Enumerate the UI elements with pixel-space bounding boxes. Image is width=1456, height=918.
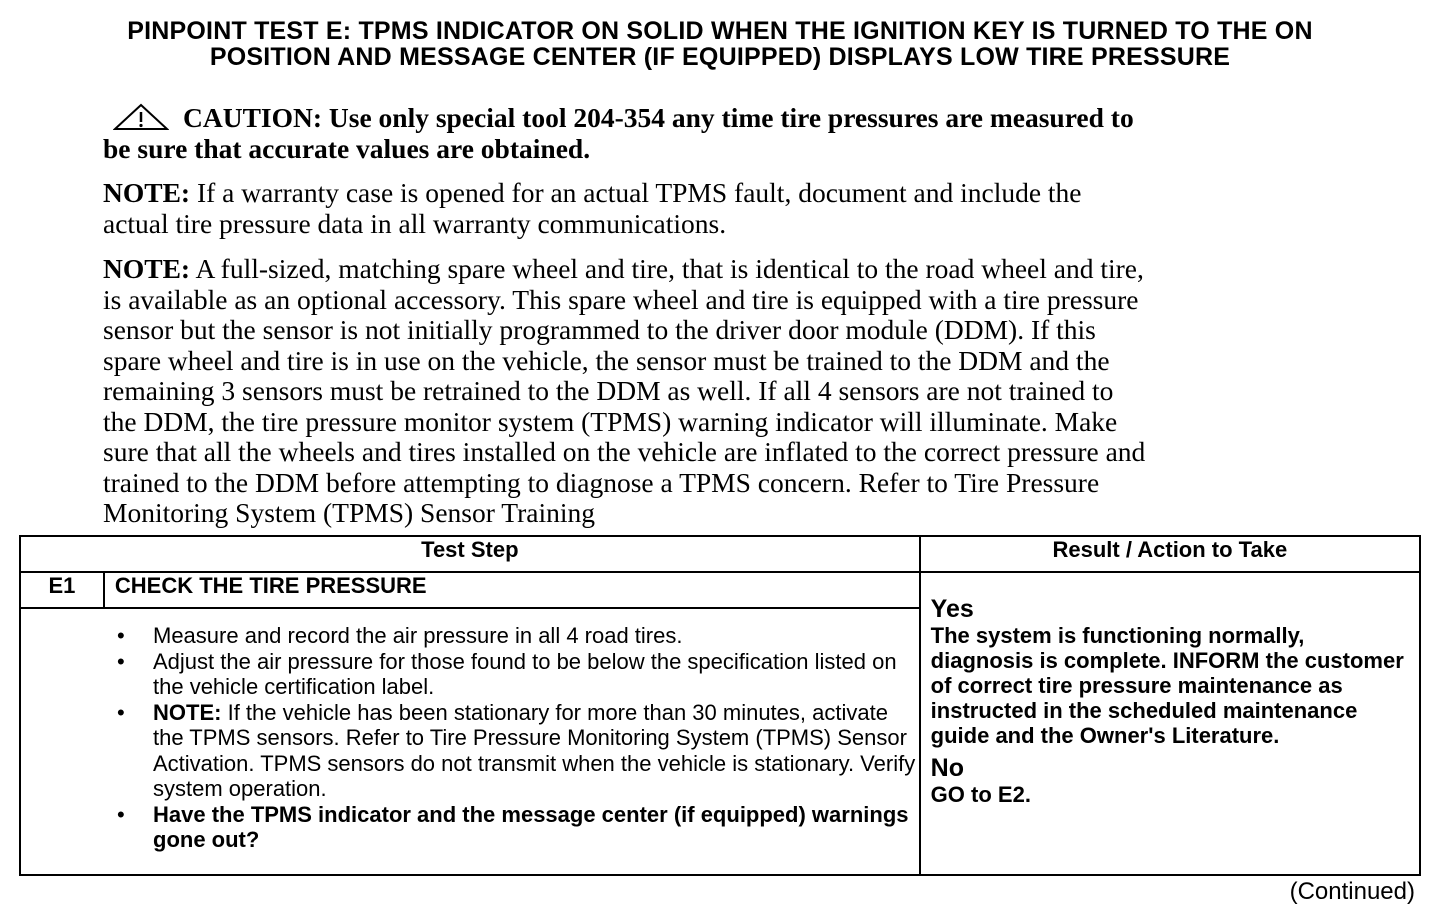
result-no-action xyxy=(931,782,1409,807)
title-line-2: POSITION AND MESSAGE CENTER (IF EQUIPPED) DISPLAYS LOW TIRE PRESSURE xyxy=(209,43,1231,71)
note-label: NOTE: xyxy=(153,699,222,725)
step-title: CHECK THE TIRE PRESSURE xyxy=(104,572,920,608)
step-instructions xyxy=(20,608,920,875)
note-spare-line: sensor but the sensor is not initially programmed to the driver door module (DDM). If this xyxy=(103,314,1096,345)
note-spare-line: spare wheel and tire is in use on the vehicle, the sensor must be trained to the DDM and the xyxy=(103,344,1110,376)
pinpoint-test-table xyxy=(19,535,1421,876)
list-item xyxy=(21,802,919,853)
result-yes-text: The system is functioning normally, diagnosis is complete. INFORM the customer of correct tire pressure maintenance as instructed in the scheduled maintenance guide and the Owner's Literature. xyxy=(930,623,1404,748)
caution-triangle-icon xyxy=(113,103,169,131)
note-spare-line: the DDM, the tire pressure monitor system (TPMS) warning indicator will illuminate. Make xyxy=(103,405,1118,437)
list-item xyxy=(21,623,919,649)
note-spare-link-training[interactable]: Monitoring System (TPMS) Sensor Training xyxy=(103,497,596,528)
page-title xyxy=(20,18,1420,70)
note-spare-line: remaining 3 sensors must be retrained to the DDM as well. If all 4 sensors are not trained to xyxy=(103,375,1114,406)
note-spare-line: is available as an optional accessory. This spare wheel and tire is equipped with a tire pressure xyxy=(103,283,1139,315)
result-yes-label: Yes xyxy=(930,595,974,623)
note-warranty-line-1: If a warranty case is opened for an actual TPMS fault, document and include the xyxy=(190,177,1082,208)
list-item xyxy=(21,700,919,802)
instruction-list xyxy=(21,609,919,853)
continued-label: (Continued) xyxy=(1289,878,1415,905)
result-no-end: . xyxy=(1024,782,1031,807)
result-cell xyxy=(920,572,1420,875)
list-item xyxy=(21,649,919,700)
table-header-row xyxy=(20,536,1420,572)
note-spare-wheel xyxy=(103,254,1343,529)
note-warranty-line-2: actual tire pressure data in all warranty communications. xyxy=(103,207,727,239)
step-title-row xyxy=(20,572,1420,608)
bullet-icon: • xyxy=(117,699,125,725)
title-line-1: PINPOINT TEST E: TPMS INDICATOR ON SOLID WHEN THE IGNITION KEY IS TURNED TO THE ON xyxy=(127,17,1313,45)
question-text: Have the TPMS indicator and the message center (if equipped) warnings gone out? xyxy=(153,801,909,852)
note-spare-line: sure that all the wheels and tires installed on the vehicle are inflated to the correct pressure and xyxy=(103,436,1146,467)
goto-e2-link[interactable]: E2 xyxy=(997,782,1025,807)
caution-text-line-2: be sure that accurate values are obtained. xyxy=(103,132,591,164)
note-spare-line-1: A full-sized, matching spare wheel and tire, that is identical to the road wheel and tire, xyxy=(190,253,1144,284)
step-id: E1 xyxy=(20,572,104,608)
bullet-icon: • xyxy=(117,801,125,827)
header-test-step: Test Step xyxy=(20,536,920,572)
note-label: NOTE: xyxy=(103,253,191,284)
note-warranty xyxy=(103,178,1343,239)
header-result-action: Result / Action to Take xyxy=(920,536,1420,572)
instruction-text: If the vehicle has been stationary for more than 30 minutes, activate the TPMS sensors. Refer to Tire Pressure Monitoring System (TPMS) Sensor Activation. TPMS sensors do not transmit when the vehicle is stationary. Verify system operation. xyxy=(153,699,916,801)
instruction-text: Adjust the air pressure for those found to be below the specification listed on the vehicle certification label. xyxy=(153,648,897,699)
caution-block xyxy=(103,103,1333,164)
bullet-icon: • xyxy=(117,623,125,648)
bullet-icon: • xyxy=(117,648,125,674)
note-spare-line: trained to the DDM before attempting to diagnose a TPMS concern. Refer to Tire Pressure xyxy=(103,466,1100,498)
result-no-text: GO to xyxy=(930,782,998,807)
result-no-label: No xyxy=(930,754,964,782)
instruction-text: Measure and record the air pressure in all 4 road tires. xyxy=(153,623,683,648)
note-label: NOTE: xyxy=(103,177,191,208)
caution-text-line-1: CAUTION: Use only special tool 204-354 any time tire pressures are measured to xyxy=(183,102,1134,133)
